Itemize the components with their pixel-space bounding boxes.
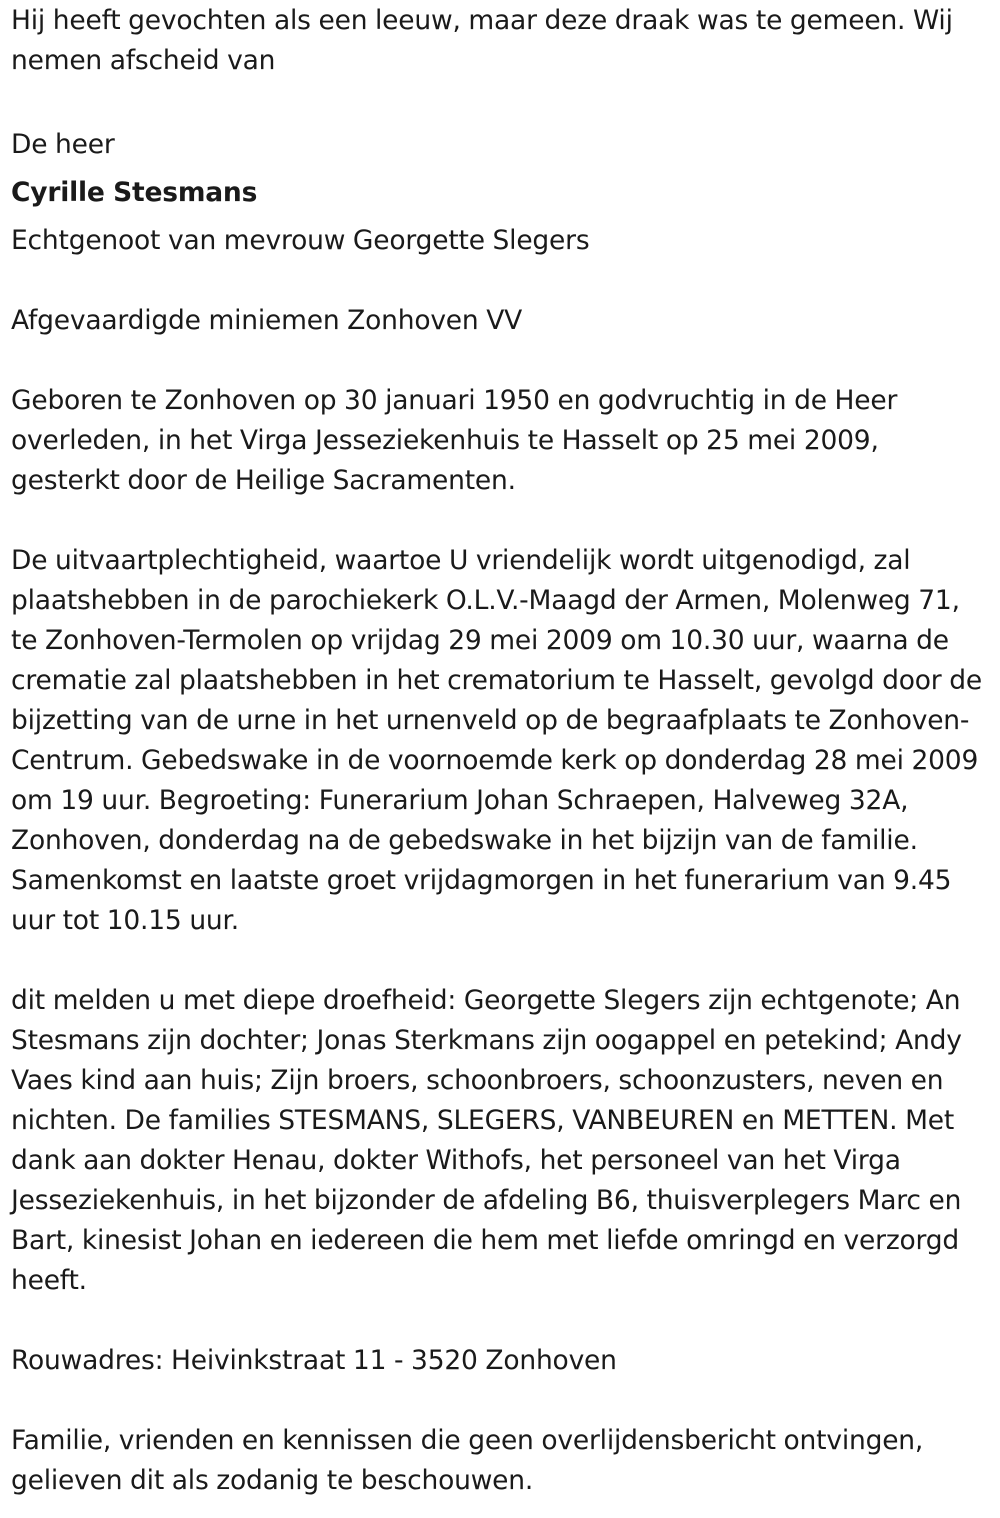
intro-paragraph: Hij heeft gevochten als een leeuw, maar deze draak was te gemeen. Wij nemen afscheid van (11, 5, 953, 76)
family-paragraph: dit melden u met diepe droefheid: Georgette Slegers zijn echtgenote; An Stesmans zijn dochter; Jonas Sterkmans zijn oogappel en petekind; Andy Vaes kind aan huis; Zijn broers, schoonbroers, schoonzusters, neven en nichten. De families STESMANS, SLEGERS, VANBEUREN en METTEN. Met dank aan dokter Henau, dokter Withofs, het personeel van het Virga Jesseziekenhuis, in het bijzonder de afdeling B6, thuisverplegers Marc en Bart, kinesist Johan en iedereen die hem met liefde omringd en verzorgd heeft. (11, 985, 962, 1296)
mourning-address: Rouwadres: Heivinkstraat 11 - 3520 Zonhoven (11, 1345, 617, 1376)
salutation: De heer (11, 129, 115, 160)
funeral-paragraph: De uitvaartplechtigheid, waartoe U vriendelijk wordt uitgenodigd, zal plaatshebben in de parochiekerk O.L.V.-Maagd der Armen, Molenweg 71, te Zonhoven-Termolen op vrijdag 29 mei 2009 om 10.30 uur, waarna de crematie zal plaatshebben in het crematorium te Hasselt, gevolgd door de bijzetting van de urne in het urnenveld op de begraafplaats te Zonhoven-Centrum. Gebedswake in de voornoemde kerk op donderdag 28 mei 2009 om 19 uur. Begroeting: Funerarium Johan Schraepen, Halveweg 32A, Zonhoven, donderdag na de gebedswake in het bijzijn van de familie. Samenkomst en laatste groet vrijdagmorgen in het funerarium van 9.45 uur tot 10.15 uur. (11, 545, 982, 936)
birth-death-paragraph: Geboren te Zonhoven op 30 januari 1950 en godvruchtig in de Heer overleden, in het Virga Jesseziekenhuis te Hasselt op 25 mei 2009, gesterkt door de Heilige Sacramenten. (11, 385, 898, 496)
closing-paragraph: Familie, vrienden en kennissen die geen overlijdensbericht ontvingen, gelieven dit als zodanig te beschouwen. (11, 1425, 924, 1496)
deceased-name: Cyrille Stesmans (11, 177, 258, 208)
role-line: Afgevaardigde miniemen Zonhoven VV (11, 305, 523, 336)
spouse-line: Echtgenoot van mevrouw Georgette Slegers (11, 225, 590, 256)
